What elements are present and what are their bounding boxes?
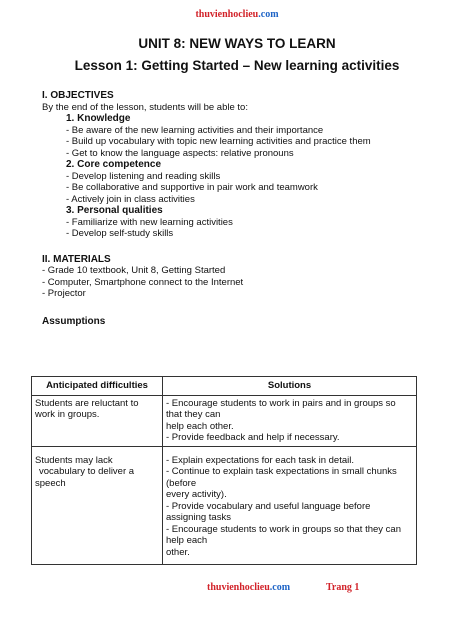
cell-line: - Provide vocabulary and useful language before assigning tasks bbox=[166, 500, 371, 523]
footer-site-name: thuvienhoclieu bbox=[207, 582, 270, 593]
unit-title: UNIT 8: NEW WAYS TO LEARN bbox=[138, 36, 336, 51]
cell-line: every activity). bbox=[166, 489, 227, 500]
materials-heading: II. MATERIALS bbox=[42, 253, 111, 265]
cell-line: help each other. bbox=[166, 420, 234, 432]
lesson-title: Lesson 1: Getting Started – New learning activities bbox=[74, 58, 400, 73]
cell-line: - Encourage students to work in groups so that they can help each bbox=[166, 523, 401, 546]
cell-line: - Continue to explain task expectations in small chunks (before bbox=[166, 466, 397, 489]
list-item: - Build up vocabulary with topic new learning activities and practice them bbox=[66, 136, 371, 147]
list-item: - Develop self-study skills bbox=[66, 228, 174, 239]
list-item: - Be aware of the new learning activities and their importance bbox=[66, 124, 324, 136]
column-header-solutions: Solutions bbox=[163, 377, 417, 396]
table-header-row bbox=[32, 377, 417, 396]
cell-line: speech bbox=[35, 477, 66, 489]
list-item: - Computer, Smartphone connect to the Internet bbox=[42, 276, 244, 288]
list-item: - Grade 10 textbook, Unit 8, Getting Started bbox=[42, 265, 226, 276]
page-number: Trang 1 bbox=[326, 582, 360, 593]
column-header-difficulties: Anticipated difficulties bbox=[32, 377, 163, 396]
document-body bbox=[42, 90, 442, 327]
footer-site-domain: .com bbox=[269, 582, 291, 593]
knowledge-heading: 1. Knowledge bbox=[66, 113, 131, 124]
personal-qualities-heading: 3. Personal qualities bbox=[66, 205, 163, 216]
objectives-heading: I. OBJECTIVES bbox=[42, 90, 114, 101]
list-item: - Actively join in class activities bbox=[66, 193, 195, 205]
footer-site-link[interactable] bbox=[207, 582, 290, 593]
site-watermark-header bbox=[0, 9, 474, 20]
list-item: - Develop listening and reading skills bbox=[66, 170, 221, 182]
solution-cell bbox=[163, 446, 417, 565]
cell-line: vocabulary to deliver a bbox=[39, 466, 135, 477]
table-row bbox=[32, 446, 417, 565]
list-item: - Projector bbox=[42, 288, 86, 299]
cell-line: work in groups. bbox=[35, 409, 100, 420]
site-name: thuvienhoclieu bbox=[195, 9, 259, 20]
list-item: - Get to know the language aspects: relative pronouns bbox=[66, 147, 294, 159]
table-row bbox=[32, 395, 417, 446]
cell-line: other. bbox=[166, 546, 190, 558]
cell-line: - Encourage students to work in pairs and in groups so that they can bbox=[166, 397, 396, 420]
list-item: - Be collaborative and supportive in pair work and teamwork bbox=[66, 182, 318, 193]
core-competence-heading: 2. Core competence bbox=[66, 159, 162, 170]
objectives-intro: By the end of the lesson, students will be able to: bbox=[42, 101, 248, 113]
cell-line: Students are reluctant to bbox=[35, 397, 139, 409]
site-domain: .com bbox=[258, 9, 279, 20]
difficulty-cell bbox=[32, 446, 163, 565]
difficulty-cell bbox=[32, 395, 163, 446]
solution-cell bbox=[163, 395, 417, 446]
cell-line: Students may lack bbox=[35, 454, 113, 466]
cell-line: - Provide feedback and help if necessary. bbox=[166, 432, 340, 443]
assumptions-heading: Assumptions bbox=[42, 315, 106, 327]
cell-line: - Explain expectations for each task in detail. bbox=[166, 454, 354, 466]
list-item: - Familiarize with new learning activities bbox=[66, 216, 233, 228]
assumptions-table bbox=[31, 376, 417, 565]
